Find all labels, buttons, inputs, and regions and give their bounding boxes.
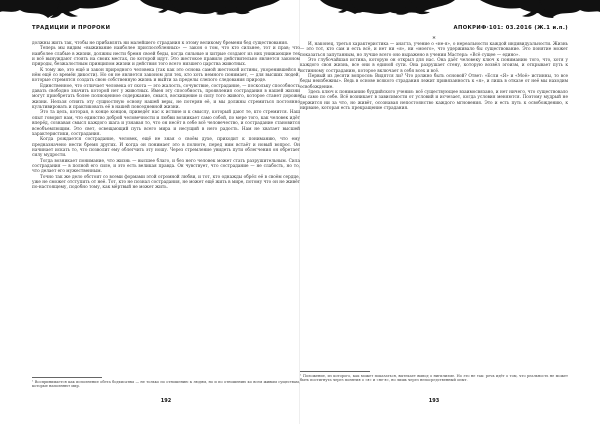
left-paragraph: Это та цель, которая, в конце концов, приведёт нас к истине и к смыслу, который дают те, кто стремится. Наш опыт говорит нам, что единство доброй человечности и любви возникает само собой, по мере того, как человек идёт вперёд, сознавая смысл каждого шага и узнавая то, что он несёт в себе всё человечество, и сострадание становится всеобъемлющим. Это свет, освещающий путь всего мира и несущий в него радость. Нам не хватает высшей характеристики, сострадания. [32,110,300,137]
left-running-head: ТРАДИЦИИ И ПРОРОКИ [32,25,111,31]
left-body-text [32,41,300,191]
right-paragraph: Здесь ключ к пониманию буддийского учения: всё существующее взаимосвязано, и нет ничего, что существовало бы само по себе. Всё возникает в зависимости от условий и исчезает, когда условия меняются. Поэтому мудрый не держится ни за что, но живёт, осознавая непостоянство каждого мгновения. Это и есть путь к освобождению, к нирване, которая есть прекращение страдания. [300,90,568,112]
left-paragraph: должны жить так, чтобы не прибавлять ни малейшего страдания к этому великому бремени бед существования. [32,41,289,46]
left-paragraph: Тогда возникает понимание, что жизнь — высшее благо, и без него человек может стать разрушительным. Сила сострадания — в полной его силе, и это есть великая правда. Он чувствует, что сострадание — не слабость, но то, что делает его мужественным. [32,158,300,175]
left-footnote: ¹ Воспринимается как исполнение обета бодхисатвы — не только по отношению к людям, но и по отношению ко всем живым существам, которые наполняют мир. [32,380,300,389]
left-paragraph: К тому же, это ещё и закон природного человека (так как это основа самой жестокой истины, укоренившейся в нём ещё со времён дикости). Но он не является законом для тех, кто хоть немного понимает, — для высших людей, которые стремятся создать свою собственную жизнь и выйти за пределы слепого следования природе. [32,67,300,84]
left-paragraph: Когда рождается сострадание, человек, ещё не зная о своём духе, приходит к пониманию, что ему предназначено нести бремя других. И когда он понимает это в полноте, перед ним встаёт и новый вопрос. Он начинает искать то, что позволит ему облегчить эту ношу. Через стремление увидеть пути облегчения он обретает силу мудрости. [32,137,300,159]
left-paragraph: Теперь мы видим «выживание наиболее приспособленных» — закон о том, что кто сильнее, тот и прав; что наиболее слабые в жизни, должны нести бремя своей беды, когда сильные и хитрые создают из них унижающие тех и всё вынуждают стоять на своих местах, по которой идут. Это жестокое правило действительно является законом природы, безжалостным принципом жизни и действия того всего низшего царства животных. [32,46,300,68]
left-page [32,0,300,424]
right-running-head: АПОКРИФ·101: 03.2016 (Ж.1 и.п.) [453,25,568,31]
right-paragraph: Это глубочайшая истина, которую он открыл для нас. Она даёт человеку ключ к пониманию того, что, хотя у каждого своя жизнь, все они в единой сути. Она разрушает стену, которую возвёл эгоизм, и открывает путь к истинному состраданию, которое включает в себя всех и всё. [300,58,568,74]
left-page-number: 192 [160,398,172,404]
right-page [300,0,568,424]
left-footnote-rule [32,377,102,378]
right-footnote: ¹ Положение, из которого, как может показаться, вытекает вывод о нигилизме. Но это не так: речь идёт о том, что реальность не может быть постигнута через понятия о «я» и «не-я», но лишь через непосредственный опыт. [300,374,568,383]
left-paragraph: Точно так же дело обстоит со всеми формами этой огромной любви, и тот, кто однажды обрёл её в своём сердце, уже не сможет отступить от неё. Тот, кто не познал сострадания, не может ещё жить в мире, потому что он не живёт по-настоящему, подобно тому, как мёртвый не может жить. [32,174,300,191]
right-page-number: 193 [428,398,440,404]
right-body-text [300,42,568,111]
right-paragraph: Первый из десяти вопросов: Видятся ли? Что должно быть основой? Ответ: «Если «Я» и «Моё» истинны, то все беды неизбежны». Ведь в основе всякого страдания лежит привязанность к «я», и лишь в отказе от неё мы находим освобождение. [300,74,568,90]
left-paragraph: Единственное, что отличает человека от скота — это жалость, сочувствие, сострадание, — поскольку способность давать свободно значить которой нет у животных. Имея эту способность, проявления сострадания в нашей жизни могут приобретать более полноценное содержание, смысл, восхищение и силу того живого, которое станет дороже жизни. Нельзя отнять эту сущностную основу нашей веры, не потеряв её, и мы должны стремиться постоянно культивировать и практиковать её в нашей повседневной жизни. [32,83,300,111]
right-paragraph: И, наконец, третья характеристика — анатта, учение о «не-я», о нереальности каждой индивидуальности. Жизнь — это тот, кто сам и есть всё, и нет ни «я», ни «моего», что удерживало бы существование. Это понятие может показаться запутанным, но лучше всего оно выражено в учении Мастера: «Всё сущее — едино». [300,42,568,58]
right-footnote-rule [300,371,370,372]
section-star: * [432,36,436,43]
